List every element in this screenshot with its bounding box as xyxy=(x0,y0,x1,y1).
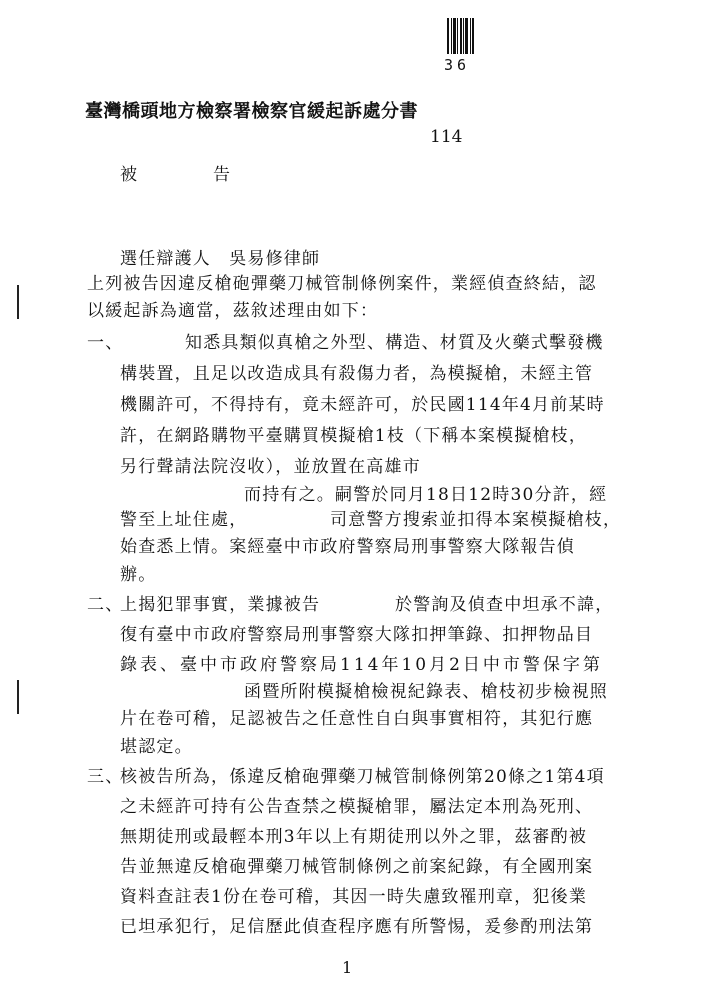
section-number: 二、 xyxy=(87,595,124,615)
paragraph-line: 函暨所附模擬槍檢視紀錄表、槍枝初步檢視照 xyxy=(244,682,608,702)
paragraph-line: 堪認定。 xyxy=(120,737,193,757)
paragraph-line: 復有臺中市政府警察局刑事警察大隊扣押筆錄、扣押物品目 xyxy=(120,625,594,645)
paragraph-line: 知悉具類似真槍之外型、構造、材質及火藥式擊發機 xyxy=(185,333,604,353)
paragraph-line: 另行聲請法院沒收），並放置在高雄市 xyxy=(120,457,421,477)
paragraph-line: 辦。 xyxy=(120,565,157,585)
paragraph-line: 於警詢及偵查中坦承不諱， xyxy=(395,595,614,615)
paragraph-line: 許，在網路購物平臺購買模擬槍1枝（下稱本案模擬槍枝， xyxy=(120,426,588,446)
margin-mark xyxy=(17,285,19,319)
intro-line: 以緩起訴為適當，茲敘述理由如下： xyxy=(87,301,379,321)
paragraph-line: 無期徒刑或最輕本刑3年以上有期徒刑以外之罪，茲審酌被 xyxy=(120,827,588,847)
case-year: 114 xyxy=(430,127,463,147)
section-number: 一、 xyxy=(87,333,124,353)
paragraph-line: 已坦承犯行，足信歷此偵查程序應有所警惕，爰參酌刑法第 xyxy=(120,917,594,937)
paragraph-line: 告並無違反槍砲彈藥刀械管制條例之前案紀錄，有全國刑案 xyxy=(120,857,594,877)
paragraph-line: 錄表、臺中市政府警察局114年10月2日中市警保字第 xyxy=(120,655,603,675)
paragraph-line: 之未經許可持有公告查禁之模擬槍罪，屬法定本刑為死刑、 xyxy=(120,797,594,817)
paragraph-line: 司意警方搜索並扣得本案模擬槍枝， xyxy=(330,510,622,530)
paragraph-line: 構裝置，且足以改造成具有殺傷力者，為模擬槍，未經主管 xyxy=(120,364,594,384)
barcode xyxy=(447,18,475,54)
page-code: 36 xyxy=(444,56,471,74)
paragraph-line: 片在卷可稽，足認被告之任意性自白與事實相符，其犯行應 xyxy=(120,709,594,729)
paragraph-line: 而持有之。嗣警於同月18日12時30分許，經 xyxy=(244,485,608,505)
paragraph-line: 核被告所為，係違反槍砲彈藥刀械管制條例第20條之1第4項 xyxy=(120,767,605,787)
paragraph-line: 資料查註表1份在卷可稽，其因一時失慮致罹刑章，犯後業 xyxy=(120,887,588,907)
page-number: 1 xyxy=(342,958,353,977)
margin-mark xyxy=(17,680,19,714)
defendant-label: 被 告 xyxy=(120,165,244,185)
counsel-line: 選任辯護人 吳易修律師 xyxy=(120,249,321,269)
paragraph-line: 始查悉上情。案經臺中市政府警察局刑事警察大隊報告偵 xyxy=(120,537,575,557)
document-title: 臺灣橋頭地方檢察署檢察官緩起訴處分書 xyxy=(85,101,418,122)
paragraph-line: 機關許可，不得持有，竟未經許可，於民國114年4月前某時 xyxy=(120,395,605,415)
paragraph-line: 警至上址住處， xyxy=(120,510,248,530)
paragraph-line: 上揭犯罪事實，業據被告 xyxy=(120,595,321,615)
section-number: 三、 xyxy=(87,767,124,787)
intro-line: 上列被告因違反槍砲彈藥刀械管制條例案件，業經偵查終結，認 xyxy=(87,274,597,294)
